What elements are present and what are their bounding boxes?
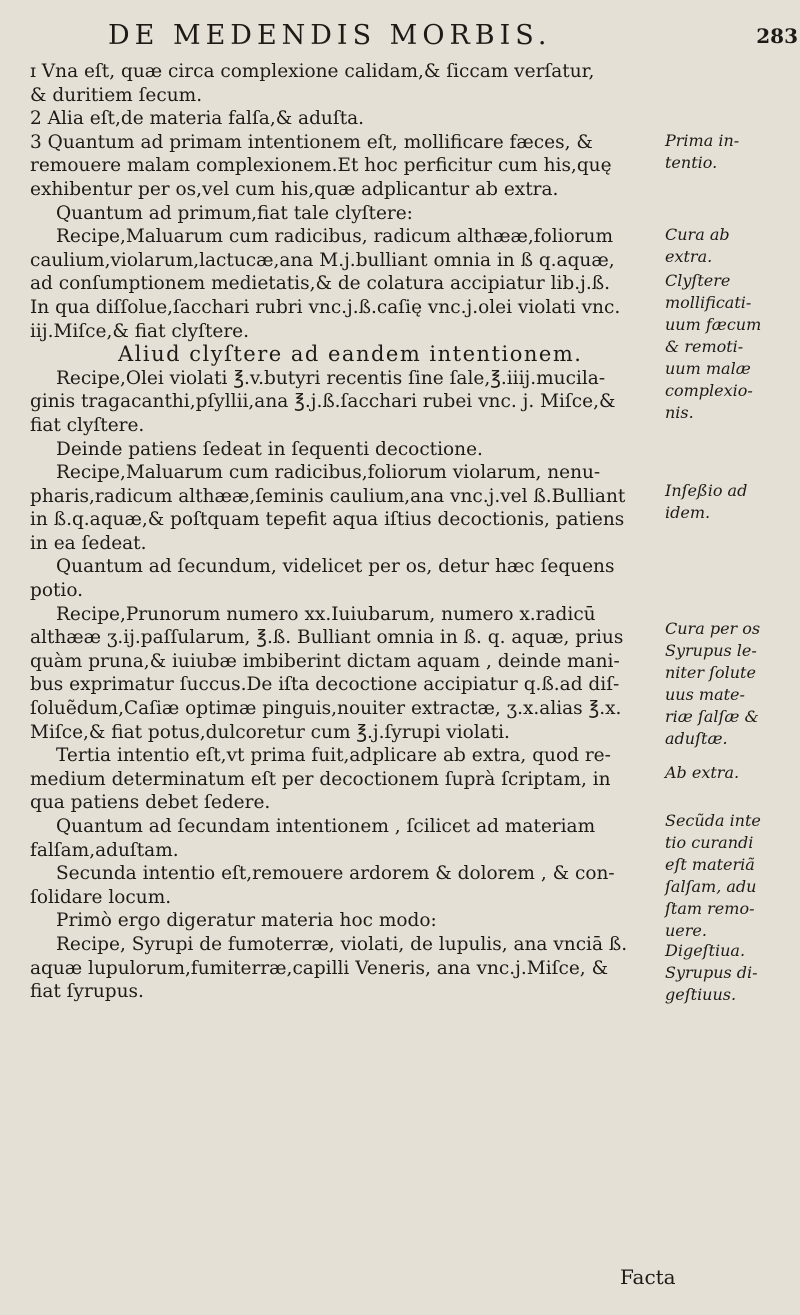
margin-note: mollificati- (665, 293, 752, 312)
margin-note: ſtam remo- (665, 899, 755, 918)
margin-note: Digeſtiua. (665, 941, 746, 960)
section-heading: Aliud clyſtere ad eandem intentionem. (118, 343, 583, 367)
margin-note: Syrupus le- (665, 641, 757, 660)
margin-note: uum fæcum (665, 315, 762, 334)
text-line: In qua diſſolue,ſacchari rubri vnc.j.ß.caſię vnc.j.olei violati vnc. (30, 296, 621, 318)
text-line: fiat clyſtere. (30, 414, 145, 436)
text-line: Recipe, Syrupi de fumoterræ, violati, de lupulis, ana vnciā ß. (56, 933, 628, 955)
catchword: Facta (620, 1265, 676, 1289)
text-line: Recipe,Olei violati ℥.v.butyri recentis ſine ſale,℥.iiij.mucila- (56, 367, 606, 389)
margin-note: Cura ab (665, 225, 730, 244)
text-line: ad conſumptionem medietatis,& de colatura accipiatur lib.j.ß. (30, 273, 610, 295)
margin-note: tentio. (665, 153, 718, 172)
text-line: Deinde patiens ſedeat in ſequenti decoctione. (56, 438, 483, 460)
text-line: quàm pruna,& iuiubæ imbiberint dictam aquam , deinde mani- (30, 650, 620, 672)
text-line: ginis tragacanthi,pſyllii,ana ℥.j.ß.ſacchari rubei vnc. j. Miſce,& (30, 391, 616, 413)
margin-note: Syrupus di- (665, 963, 758, 982)
text-line: ſoluẽdum,Caſiæ optimæ pinguis,nouiter extractæ, ʒ.x.alias ℥.x. (30, 698, 622, 720)
text-line: caulium,violarum,lactucæ,ana M.j.bulliant omnia in ß q.aquæ, (30, 249, 615, 271)
text-line: ɪ Vna eſt, quæ circa complexione calidam,& ſiccam verſatur, (30, 61, 595, 82)
margin-note: Inſeßio ad (665, 481, 748, 500)
margin-note: geſtiuus. (665, 985, 737, 1004)
text-line: fiat ſyrupus. (30, 981, 144, 1003)
text-line: Primò ergo digeratur materia hoc modo: (56, 910, 437, 932)
text-line: althææ ʒ.ij.paſſularum, ℥.ß. Bulliant omnia in ß. q. aquæ, prius (30, 627, 624, 649)
margin-note: Clyſtere (665, 271, 731, 290)
text-line: 3 Quantum ad primam intentionem eſt, mollificare fæces, & (30, 131, 593, 153)
text-line: Recipe,Maluarum cum radicibus, radicum althææ,foliorum (56, 226, 614, 248)
text-line: Recipe,Prunorum numero xx.Iuiubarum, numero x.radicū (56, 603, 596, 625)
margin-note: niter ſolute (665, 663, 756, 682)
text-line: iij.Miſce,& fiat clyſtere. (30, 320, 250, 342)
margin-note: nis. (665, 403, 694, 422)
text-line: exhibentur per os,vel cum his,quæ adplicantur ab extra. (30, 178, 559, 200)
text-line: & duritiem ſecum. (30, 84, 203, 106)
margin-note: uus mate- (665, 685, 745, 704)
text-line: Quantum ad ſecundam intentionem , ſcilicet ad materiam (56, 816, 596, 837)
text-line: in ea ſedeat. (30, 532, 147, 554)
text-line: Secunda intentio eſt,remouere ardorem & dolorem , & con- (56, 863, 615, 885)
text-line: Miſce,& fiat potus,dulcoretur cum ℥.j.ſyrupi violati. (30, 721, 510, 743)
margin-note: uum malæ (665, 359, 751, 378)
margin-note: ſalſam, adu (665, 877, 757, 896)
text-line: Quantum ad primum,fiat tale clyſtere: (56, 202, 413, 224)
margin-note: Cura per os (665, 619, 761, 638)
text-line: aquæ lupulorum,fumiterræ,capilli Veneris, ana vnc.j.Miſce, & (30, 957, 609, 979)
margin-note: complexio- (665, 381, 753, 400)
text-line: potio. (30, 580, 84, 602)
text-line: Recipe,Maluarum cum radicibus,foliorum violarum, nenu- (56, 462, 601, 484)
margin-note: aduſtæ. (665, 729, 728, 748)
text-line: in ß.q.aquæ,& poſtquam tepefit aqua iſtius decoctionis, patiens (30, 509, 625, 531)
text-line: Quantum ad ſecundum, videlicet per os, detur hæc ſequens (56, 556, 615, 578)
text-line: ſolidare locum. (30, 886, 172, 908)
margin-note: extra. (665, 247, 713, 266)
margin-note: Prima in- (665, 131, 740, 150)
page-header (108, 20, 798, 50)
margin-note: & remoti- (665, 337, 744, 356)
margin-note: riæ ſalſæ & (665, 707, 759, 726)
margin-note: uere. (665, 921, 707, 940)
text-line: qua patiens debet ſedere. (30, 792, 271, 814)
margin-note: Secũda inte (665, 811, 761, 830)
margin-note: idem. (665, 503, 711, 522)
main-text-column (30, 60, 654, 1004)
text-line: 2 Alia eſt,de materia falſa,& aduſta. (30, 108, 365, 130)
margin-note: Ab extra. (665, 763, 740, 782)
margin-note: eſt materiã (665, 855, 755, 874)
text-line: Tertia intentio eſt,vt prima fuit,adplicare ab extra, quod re- (56, 745, 611, 767)
margin-note: tio curandi (665, 833, 754, 852)
text-line: falſam,aduſtam. (30, 839, 179, 861)
running-title: DE MEDENDIS MORBIS. (108, 20, 552, 51)
text-line: pharis,radicum althææ,ſeminis caulium,ana vnc.j.vel ß.Bulliant (30, 485, 626, 507)
text-line: medium determinatum eſt per decoctionem ſuprà ſcriptam, in (30, 768, 611, 790)
page-number: 283 (756, 24, 798, 48)
text-line: remouere malam complexionem.Et hoc perficitur cum his,quę (30, 155, 612, 177)
text-line: bus exprimatur ſuccus.De iſta decoctione accipiatur q.ß.ad diſ- (30, 674, 620, 696)
